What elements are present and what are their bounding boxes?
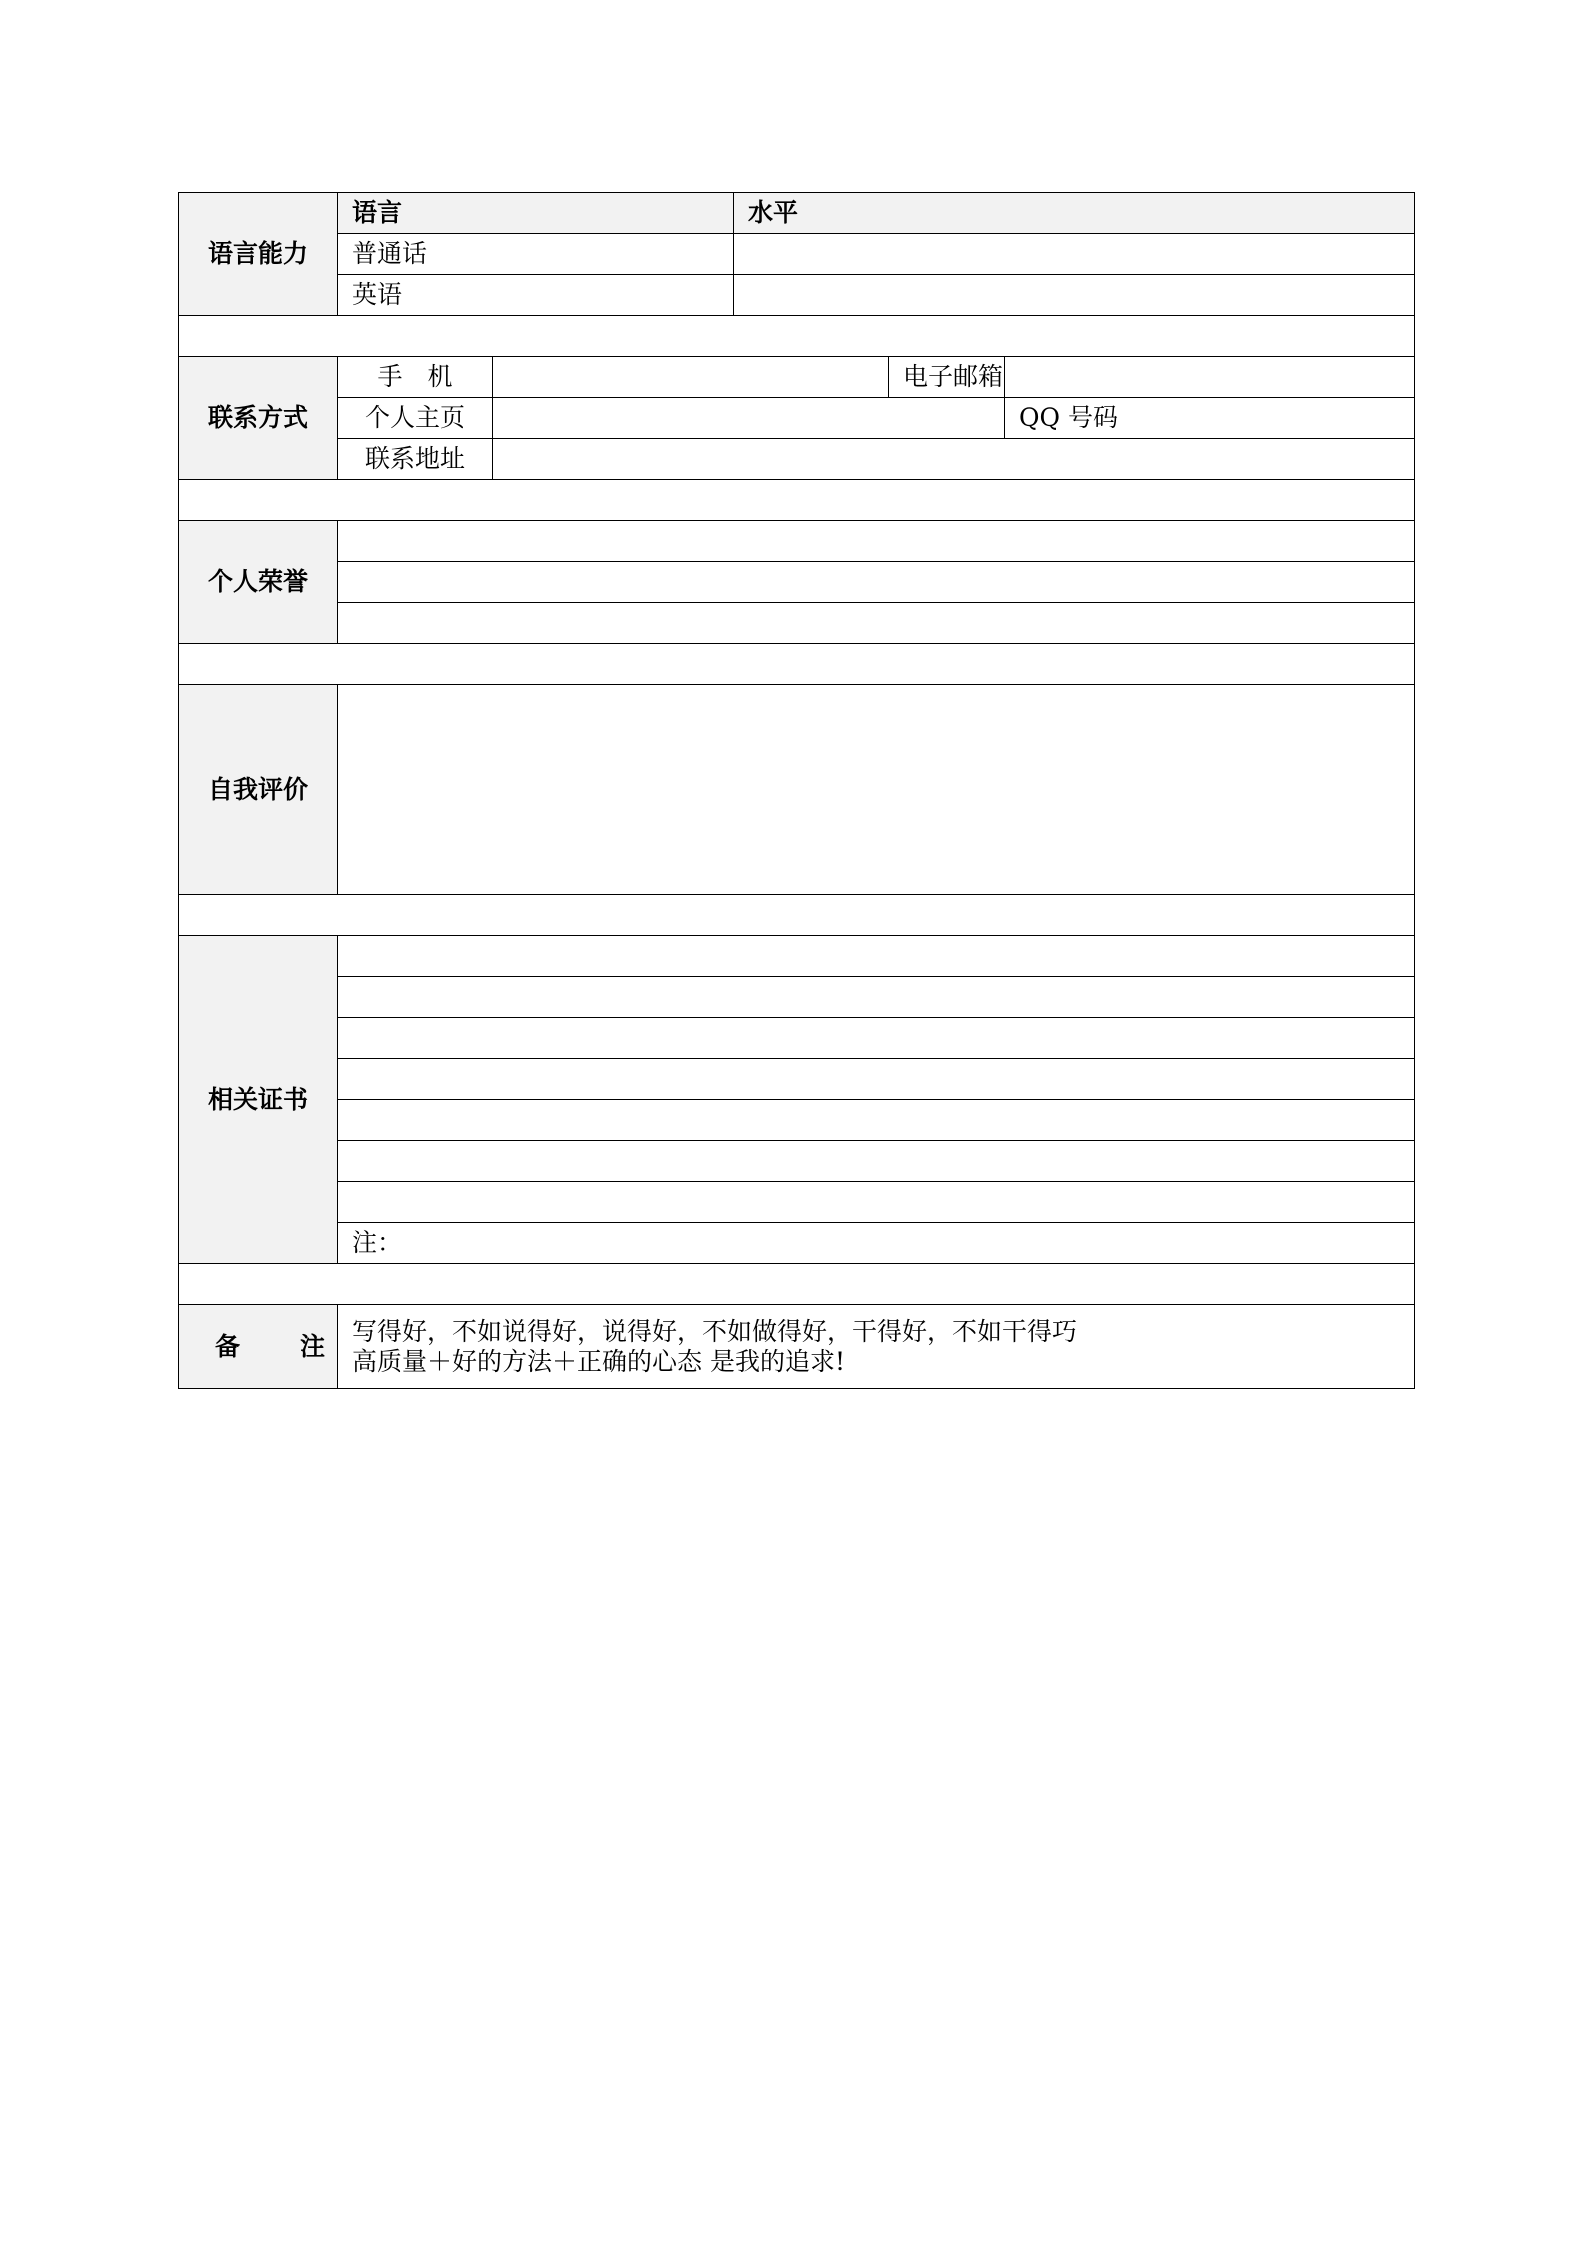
certificate-note: 注： [338, 1223, 1415, 1264]
honor-row [179, 521, 1415, 562]
level-column-header: 水平 [734, 193, 1415, 234]
email-label: 电子邮箱 [889, 357, 1005, 398]
certificate-row [179, 1182, 1415, 1223]
certificate-row [179, 1018, 1415, 1059]
self-eval-section-label: 自我评价 [179, 685, 338, 895]
spacer-cell [179, 316, 1415, 357]
spacer-row [179, 480, 1415, 521]
certificate-row [179, 977, 1415, 1018]
remarks-content [338, 1305, 1415, 1389]
certificate-row [179, 936, 1415, 977]
language-name-cell: 英语 [338, 275, 734, 316]
certificate-row [179, 1100, 1415, 1141]
qq-label: QQ 号码 [1005, 398, 1415, 439]
spacer-cell [179, 480, 1415, 521]
language-column-header: 语言 [338, 193, 734, 234]
address-field[interactable] [493, 439, 1415, 480]
address-label: 联系地址 [338, 439, 493, 480]
certificate-field[interactable] [338, 1059, 1415, 1100]
honor-field[interactable] [338, 521, 1415, 562]
remarks-row [179, 1305, 1415, 1389]
honor-row [179, 603, 1415, 644]
language-row [179, 275, 1415, 316]
certificate-field[interactable] [338, 1182, 1415, 1223]
self-eval-field[interactable] [338, 685, 1415, 895]
certificate-row [179, 1059, 1415, 1100]
spacer-row [179, 316, 1415, 357]
certificate-row [179, 1141, 1415, 1182]
resume-form-table [178, 192, 1415, 1389]
homepage-field[interactable] [493, 398, 1005, 439]
email-field[interactable] [1005, 357, 1415, 398]
language-level-field[interactable] [734, 275, 1415, 316]
spacer-cell [179, 644, 1415, 685]
spacer-cell [179, 895, 1415, 936]
certificate-field[interactable] [338, 1100, 1415, 1141]
contact-row-phone-email [179, 357, 1415, 398]
spacer-row [179, 644, 1415, 685]
honor-field[interactable] [338, 562, 1415, 603]
remarks-line: 写得好，不如说得好，说得好，不如做得好，干得好，不如干得巧 [352, 1316, 1078, 1346]
language-name-cell: 普通话 [338, 234, 734, 275]
certificate-field[interactable] [338, 936, 1415, 977]
remarks-section-label: 备注 [179, 1305, 338, 1389]
spacer-cell [179, 1264, 1415, 1305]
language-level-field[interactable] [734, 234, 1415, 275]
certificate-field[interactable] [338, 1141, 1415, 1182]
spacer-row [179, 895, 1415, 936]
phone-field[interactable] [493, 357, 889, 398]
contact-row-homepage-qq [179, 398, 1415, 439]
honors-section-label: 个人荣誉 [179, 521, 338, 644]
homepage-label: 个人主页 [338, 398, 493, 439]
honor-field[interactable] [338, 603, 1415, 644]
honor-row [179, 562, 1415, 603]
language-row [179, 234, 1415, 275]
contact-section-label: 联系方式 [179, 357, 338, 480]
spacer-row [179, 1264, 1415, 1305]
certificates-section-label: 相关证书 [179, 936, 338, 1264]
self-eval-row [179, 685, 1415, 895]
remarks-line: 高质量＋好的方法＋正确的心态 是我的追求! [352, 1346, 845, 1376]
certificate-field[interactable] [338, 1018, 1415, 1059]
language-header-row [179, 193, 1415, 234]
phone-label: 手 机 [338, 357, 493, 398]
contact-row-address [179, 439, 1415, 480]
language-section-label: 语言能力 [179, 193, 338, 316]
certificate-field[interactable] [338, 977, 1415, 1018]
certificate-note-row [179, 1223, 1415, 1264]
